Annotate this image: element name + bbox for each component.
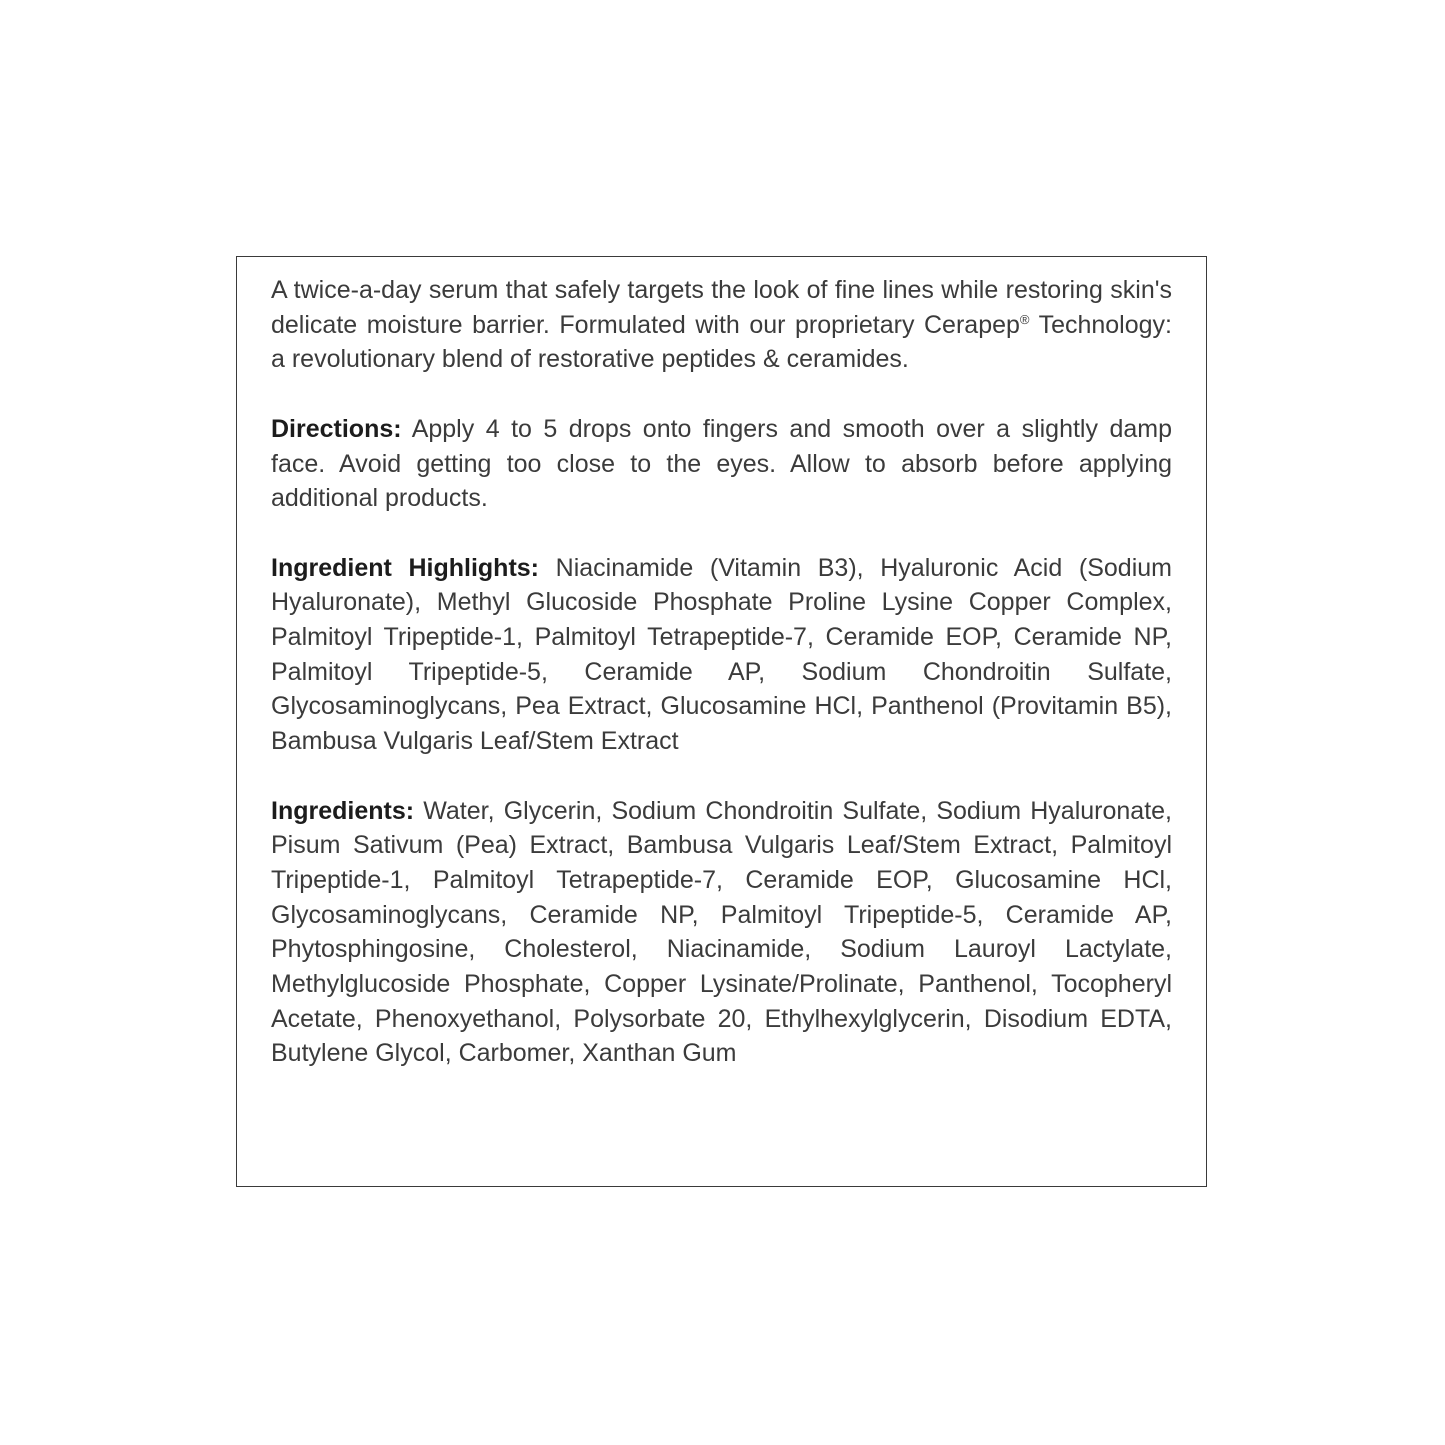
registered-mark: ® <box>1019 311 1030 327</box>
ingredient-highlights-section <box>271 551 1172 759</box>
description-text-continued: Technology: a revolutionary blend of restorative peptides & ceramides. <box>271 310 1172 374</box>
ingredients-text: Water, Glycerin, Sodium Chondroitin Sulfate, Sodium Hyaluronate, Pisum Sativum (Pea) Extract, Bambusa Vulgaris Leaf/Stem Extract, Palmitoyl Tripeptide-1, Palmitoyl Tetrapeptide-7, Ceramide EOP, Glucosamine HCl, Glycosaminoglycans, Ceramide NP, Palmitoyl Tripeptide-5, Ceramide AP, Phytosphingosine, Cholesterol, Niacinamide, Sodium Lauroyl Lactylate, Methylglucoside Phosphate, Copper Lysinate/Prolinate, Panthenol, Tocopheryl Acetate, Phenoxyethanol, Polysorbate 20, Ethylhexylglycerin, Disodium EDTA, Butylene Glycol, Carbomer, Xanthan Gum <box>271 796 1172 1068</box>
directions-text: Apply 4 to 5 drops onto fingers and smooth over a slightly damp face. Avoid getting too close to the eyes. Allow to absorb before applying additional products. <box>271 414 1172 513</box>
product-description <box>271 273 1172 377</box>
product-info-card <box>236 256 1207 1187</box>
ingredients-section <box>271 794 1172 1072</box>
description-text: A twice-a-day serum that safely targets the look of fine lines while restoring skin's delicate moisture barrier. Formulated with our proprietary Cerapep <box>271 276 1172 339</box>
ingredient-highlights-text: Niacinamide (Vitamin B3), Hyaluronic Acid (Sodium Hyaluronate), Methyl Glucoside Phosphate Proline Lysine Copper Complex, Palmitoyl Tripeptide-1, Palmitoyl Tetrapeptide-7, Ceramide EOP, Ceramide NP, Palmitoyl Tripeptide-5, Ceramide AP, Sodium Chondroitin Sulfate, Glycosaminoglycans, Pea Extract, Glucosamine HCl, Panthenol (Provitamin B5), Bambusa Vulgaris Leaf/Stem Extract <box>271 553 1172 756</box>
directions-label: Directions: <box>271 414 402 443</box>
ingredient-highlights-label: Ingredient Highlights: <box>271 553 540 582</box>
ingredients-label: Ingredients: <box>271 796 415 825</box>
directions-section <box>271 412 1172 516</box>
